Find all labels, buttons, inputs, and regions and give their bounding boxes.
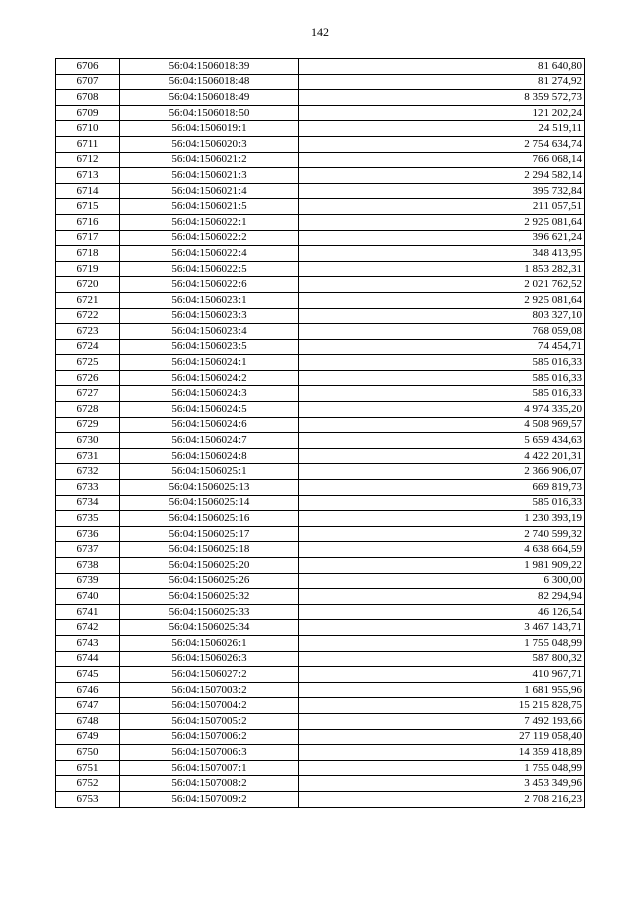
row-number: 6720 (56, 277, 120, 293)
cadastral-value: 121 202,24 (299, 105, 585, 121)
table-row (56, 511, 585, 527)
cadastral-number: 56:04:1506025:17 (120, 526, 299, 542)
row-number: 6718 (56, 246, 120, 262)
row-number: 6736 (56, 526, 120, 542)
table-row (56, 464, 585, 480)
cadastral-value: 585 016,33 (299, 355, 585, 371)
cadastral-value: 1 681 955,96 (299, 682, 585, 698)
cadastral-value: 2 740 599,32 (299, 526, 585, 542)
row-number: 6728 (56, 402, 120, 418)
table-row (56, 698, 585, 714)
table-row (56, 370, 585, 386)
row-number: 6708 (56, 90, 120, 106)
cadastral-value: 803 327,10 (299, 308, 585, 324)
cadastral-number: 56:04:1507005:2 (120, 713, 299, 729)
cadastral-value: 81 640,80 (299, 59, 585, 75)
row-number: 6717 (56, 230, 120, 246)
table-row (56, 230, 585, 246)
row-number: 6739 (56, 573, 120, 589)
cadastral-value: 1 230 393,19 (299, 511, 585, 527)
row-number: 6726 (56, 370, 120, 386)
row-number: 6732 (56, 464, 120, 480)
cadastral-value: 4 974 335,20 (299, 402, 585, 418)
table-row (56, 526, 585, 542)
cadastral-value: 1 755 048,99 (299, 635, 585, 651)
table-row (56, 776, 585, 792)
cadastral-number: 56:04:1506020:3 (120, 136, 299, 152)
cadastral-value: 211 057,51 (299, 199, 585, 215)
cadastral-number: 56:04:1506027:2 (120, 667, 299, 683)
row-number: 6746 (56, 682, 120, 698)
cadastral-value: 768 059,08 (299, 324, 585, 340)
table-row (56, 713, 585, 729)
cadastral-number: 56:04:1506018:50 (120, 105, 299, 121)
cadastral-number: 56:04:1506018:48 (120, 74, 299, 90)
cadastral-number: 56:04:1506023:3 (120, 308, 299, 324)
table-row (56, 402, 585, 418)
cadastral-number: 56:04:1506025:14 (120, 495, 299, 511)
cadastral-value: 2 754 634,74 (299, 136, 585, 152)
cadastral-value: 24 519,11 (299, 121, 585, 137)
cadastral-number: 56:04:1506025:33 (120, 604, 299, 620)
cadastral-number: 56:04:1506025:20 (120, 558, 299, 574)
cadastral-value: 2 294 582,14 (299, 168, 585, 184)
cadastral-value: 82 294,94 (299, 589, 585, 605)
row-number: 6731 (56, 448, 120, 464)
cadastral-value: 585 016,33 (299, 495, 585, 511)
cadastral-value: 1 981 909,22 (299, 558, 585, 574)
cadastral-number: 56:04:1506021:4 (120, 183, 299, 199)
cadastral-value: 6 300,00 (299, 573, 585, 589)
cadastral-number: 56:04:1506018:49 (120, 90, 299, 106)
row-number: 6748 (56, 713, 120, 729)
row-number: 6733 (56, 480, 120, 496)
cadastral-number: 56:04:1507009:2 (120, 791, 299, 807)
table-row (56, 480, 585, 496)
table-row (56, 136, 585, 152)
row-number: 6722 (56, 308, 120, 324)
cadastral-value: 395 732,84 (299, 183, 585, 199)
cadastral-number: 56:04:1506025:18 (120, 542, 299, 558)
row-number: 6747 (56, 698, 120, 714)
table-row (56, 292, 585, 308)
row-number: 6713 (56, 168, 120, 184)
row-number: 6737 (56, 542, 120, 558)
cadastral-number: 56:04:1506022:4 (120, 246, 299, 262)
cadastral-number: 56:04:1506024:5 (120, 402, 299, 418)
table-row (56, 199, 585, 215)
table-row (56, 729, 585, 745)
table-row (56, 246, 585, 262)
table-row (56, 589, 585, 605)
row-number: 6745 (56, 667, 120, 683)
cadastral-number: 56:04:1506022:6 (120, 277, 299, 293)
table-row (56, 760, 585, 776)
table-row (56, 74, 585, 90)
cadastral-number: 56:04:1506025:1 (120, 464, 299, 480)
cadastral-number: 56:04:1506025:16 (120, 511, 299, 527)
row-number: 6750 (56, 745, 120, 761)
cadastral-value: 396 621,24 (299, 230, 585, 246)
row-number: 6721 (56, 292, 120, 308)
cadastral-value: 766 068,14 (299, 152, 585, 168)
cadastral-value: 669 819,73 (299, 480, 585, 496)
row-number: 6706 (56, 59, 120, 75)
row-number: 6723 (56, 324, 120, 340)
cadastral-number: 56:04:1506024:7 (120, 433, 299, 449)
row-number: 6727 (56, 386, 120, 402)
table-row (56, 59, 585, 75)
cadastral-number: 56:04:1507006:3 (120, 745, 299, 761)
cadastral-number: 56:04:1506021:3 (120, 168, 299, 184)
row-number: 6741 (56, 604, 120, 620)
row-number: 6724 (56, 339, 120, 355)
table-row (56, 604, 585, 620)
row-number: 6712 (56, 152, 120, 168)
cadastral-number: 56:04:1506025:13 (120, 480, 299, 496)
table-row (56, 635, 585, 651)
cadastral-value: 7 492 193,66 (299, 713, 585, 729)
table-row (56, 620, 585, 636)
cadastral-number: 56:04:1506025:32 (120, 589, 299, 605)
cadastral-value: 1 755 048,99 (299, 760, 585, 776)
row-number: 6719 (56, 261, 120, 277)
row-number: 6744 (56, 651, 120, 667)
row-number: 6714 (56, 183, 120, 199)
table-row (56, 261, 585, 277)
row-number: 6751 (56, 760, 120, 776)
cadastral-value: 5 659 434,63 (299, 433, 585, 449)
cadastral-number: 56:04:1506024:8 (120, 448, 299, 464)
row-number: 6715 (56, 199, 120, 215)
page-number: 142 (311, 25, 329, 39)
cadastral-number: 56:04:1506025:34 (120, 620, 299, 636)
cadastral-value: 410 967,71 (299, 667, 585, 683)
table-row (56, 558, 585, 574)
cadastral-number: 56:04:1506022:5 (120, 261, 299, 277)
row-number: 6716 (56, 214, 120, 230)
cadastral-value: 2 925 081,64 (299, 292, 585, 308)
cadastral-value: 8 359 572,73 (299, 90, 585, 106)
table-body (56, 59, 585, 808)
table-row (56, 308, 585, 324)
table-row (56, 791, 585, 807)
cadastral-number: 56:04:1507006:2 (120, 729, 299, 745)
cadastral-number: 56:04:1506019:1 (120, 121, 299, 137)
cadastral-number: 56:04:1506021:5 (120, 199, 299, 215)
cadastral-number: 56:04:1507008:2 (120, 776, 299, 792)
row-number: 6742 (56, 620, 120, 636)
cadastral-number: 56:04:1506018:39 (120, 59, 299, 75)
cadastral-number: 56:04:1506026:1 (120, 635, 299, 651)
row-number: 6707 (56, 74, 120, 90)
cadastral-value: 3 467 143,71 (299, 620, 585, 636)
row-number: 6710 (56, 121, 120, 137)
row-number: 6743 (56, 635, 120, 651)
cadastral-value: 27 119 058,40 (299, 729, 585, 745)
row-number: 6711 (56, 136, 120, 152)
row-number: 6740 (56, 589, 120, 605)
table-row (56, 682, 585, 698)
cadastral-value: 2 366 906,07 (299, 464, 585, 480)
row-number: 6734 (56, 495, 120, 511)
cadastral-number: 56:04:1506023:5 (120, 339, 299, 355)
row-number: 6709 (56, 105, 120, 121)
cadastral-number: 56:04:1506026:3 (120, 651, 299, 667)
cadastral-number: 56:04:1506022:1 (120, 214, 299, 230)
cadastral-value: 587 800,32 (299, 651, 585, 667)
row-number: 6752 (56, 776, 120, 792)
table-row (56, 745, 585, 761)
table-row (56, 90, 585, 106)
table-row (56, 324, 585, 340)
row-number: 6729 (56, 417, 120, 433)
cadastral-number: 56:04:1506025:26 (120, 573, 299, 589)
cadastral-value: 585 016,33 (299, 386, 585, 402)
cadastral-number: 56:04:1506024:2 (120, 370, 299, 386)
table-row (56, 495, 585, 511)
cadastral-number: 56:04:1506024:6 (120, 417, 299, 433)
cadastral-number: 56:04:1506022:2 (120, 230, 299, 246)
cadastral-value: 81 274,92 (299, 74, 585, 90)
table-row (56, 542, 585, 558)
table-row (56, 121, 585, 137)
cadastral-value: 2 708 216,23 (299, 791, 585, 807)
table-row (56, 355, 585, 371)
cadastral-value-table (55, 58, 585, 808)
cadastral-value: 3 453 349,96 (299, 776, 585, 792)
cadastral-value: 585 016,33 (299, 370, 585, 386)
table-row (56, 448, 585, 464)
table-row (56, 105, 585, 121)
table-row (56, 386, 585, 402)
cadastral-number: 56:04:1506023:4 (120, 324, 299, 340)
table-row (56, 214, 585, 230)
cadastral-number: 56:04:1507007:1 (120, 760, 299, 776)
row-number: 6738 (56, 558, 120, 574)
cadastral-value: 2 925 081,64 (299, 214, 585, 230)
table-row (56, 433, 585, 449)
cadastral-value: 74 454,71 (299, 339, 585, 355)
table-row (56, 667, 585, 683)
table-row (56, 168, 585, 184)
table-row (56, 152, 585, 168)
table-row (56, 277, 585, 293)
table-row (56, 339, 585, 355)
cadastral-number: 56:04:1506024:3 (120, 386, 299, 402)
cadastral-number: 56:04:1506021:2 (120, 152, 299, 168)
table-row (56, 417, 585, 433)
row-number: 6735 (56, 511, 120, 527)
table-row (56, 183, 585, 199)
cadastral-value: 4 508 969,57 (299, 417, 585, 433)
cadastral-value: 4 422 201,31 (299, 448, 585, 464)
table-row (56, 651, 585, 667)
row-number: 6749 (56, 729, 120, 745)
table-row (56, 573, 585, 589)
row-number: 6753 (56, 791, 120, 807)
row-number: 6730 (56, 433, 120, 449)
cadastral-number: 56:04:1507004:2 (120, 698, 299, 714)
cadastral-number: 56:04:1507003:2 (120, 682, 299, 698)
cadastral-value: 14 359 418,89 (299, 745, 585, 761)
cadastral-value: 15 215 828,75 (299, 698, 585, 714)
cadastral-number: 56:04:1506023:1 (120, 292, 299, 308)
cadastral-number: 56:04:1506024:1 (120, 355, 299, 371)
row-number: 6725 (56, 355, 120, 371)
cadastral-value: 1 853 282,31 (299, 261, 585, 277)
cadastral-value: 2 021 762,52 (299, 277, 585, 293)
cadastral-value: 348 413,95 (299, 246, 585, 262)
cadastral-value: 46 126,54 (299, 604, 585, 620)
cadastral-value: 4 638 664,59 (299, 542, 585, 558)
